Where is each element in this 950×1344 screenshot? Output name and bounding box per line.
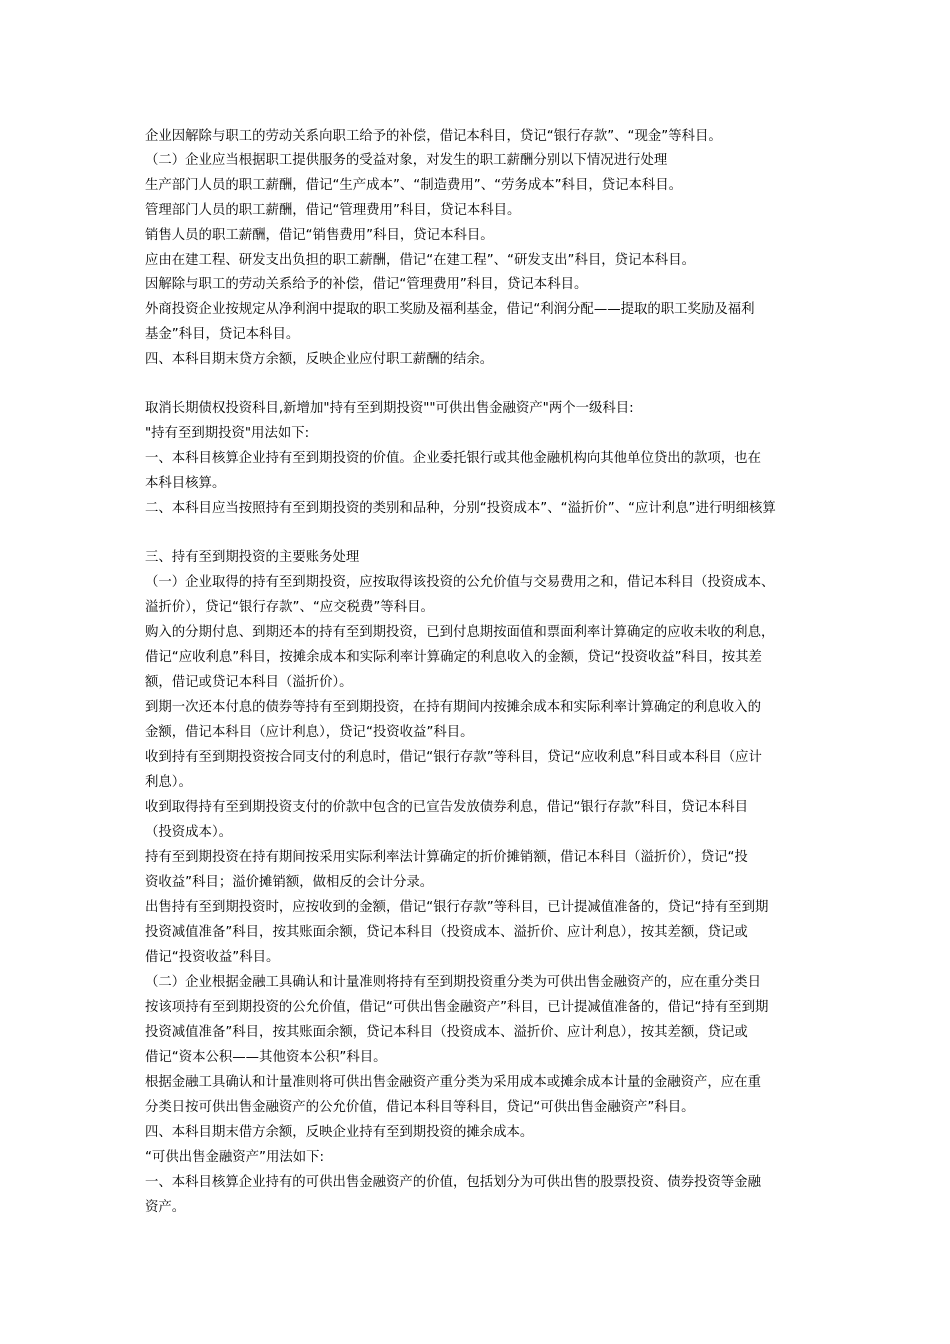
text-line: 持有至到期投资在持有期间按采用实际利率法计算确定的折价摊销额，借记本科目（溢折价），贷记“投 [145,850,748,865]
text-line: 一、本科目核算企业持有至到期投资的价值。企业委托银行或其他金融机构向其他单位贷出的款项，也在 [145,451,761,466]
text-line: 因解除与职工的劳动关系给予的补偿，借记“管理费用”科目，贷记本科目。 [145,277,588,292]
text-line: （二）企业根据金融工具确认和计量准则将持有至到期投资重分类为可供出售金融资产的，应在重分类日 [145,975,761,990]
text-line: 根据金融工具确认和计量准则将可供出售金融资产重分类为采用成本或摊余成本计量的金融资产，应在重 [145,1075,761,1090]
text-line: （一）企业取得的持有至到期投资，应按取得该投资的公允价值与交易费用之和，借记本科目（投资成本、 [145,575,775,590]
text-line: 收到持有至到期投资按合同支付的利息时，借记“银行存款”等科目，贷记“应收利息”科目或本科目（应计 [145,750,762,765]
text-line: “可供出售金融资产”用法如下: [145,1150,325,1165]
text-line: 一、本科目核算企业持有的可供出售金融资产的价值，包括划分为可供出售的股票投资、债券投资等金融 [145,1175,761,1190]
text-line: （二）企业应当根据职工提供服务的受益对象，对发生的职工薪酬分别以下情况进行处理 [145,153,668,168]
text-line: 借记“资本公积——其他资本公积”科目。 [145,1050,387,1065]
text-line: 应由在建工程、研发支出负担的职工薪酬，借记“在建工程”、“研发支出”科目，贷记本科目。 [145,253,695,268]
text-line: 分类日按可供出售金融资产的公允价值，借记本科目等科目，贷记“可供出售金融资产”科目。 [145,1100,695,1115]
text-line: 到期一次还本付息的债券等持有至到期投资，在持有期间内按摊余成本和实际利率计算确定的利息收入的 [145,700,761,715]
text-line: 四、本科目期末借方余额，反映企业持有至到期投资的摊余成本。 [145,1125,534,1140]
text-line: 金额，借记本科目（应计利息），贷记“投资收益”科目。 [145,725,474,740]
text-line: 销售人员的职工薪酬，借记“销售费用”科目，贷记本科目。 [145,228,494,243]
text-line: 出售持有至到期投资时，应按收到的金额，借记“银行存款”等科目，已计提减值准备的，贷记“持有至到期 [145,900,769,915]
text-line: 溢折价），贷记“银行存款”、“应交税费”等科目。 [145,600,434,615]
text-line: 取消长期债权投资科目,新增加"持有至到期投资""可供出售金融资产"两个一级科目: [145,401,634,416]
text-line: 生产部门人员的职工薪酬，借记“生产成本”、“制造费用”、“劳务成本”科目，贷记本科目。 [145,178,683,193]
text-line: 借记“投资收益”科目。 [145,950,280,965]
text-line: 本科目核算。 [145,476,226,491]
text-line: 外商投资企业按规定从净利润中提取的职工奖励及福利基金，借记“利润分配——提取的职工奖励及福利 [145,302,755,317]
text-line: 借记“应收利息”科目，按摊余成本和实际利率计算确定的利息收入的金额，贷记“投资收益”科目，按其差 [145,650,762,665]
text-line: 投资减值准备”科目，按其账面余额，贷记本科目（投资成本、溢折价、应计利息），按其差额，贷记或 [145,1025,748,1040]
text-line: 企业因解除与职工的劳动关系向职工给予的补偿，借记本科目，贷记“银行存款”、“现金”等科目。 [145,129,722,144]
text-line: 三、持有至到期投资的主要账务处理 [145,550,360,565]
text-line: 购入的分期付息、到期还本的持有至到期投资，已到付息期按面值和票面利率计算确定的应收未收的利息， [145,625,775,640]
text-line: 投资减值准备”科目，按其账面余额，贷记本科目（投资成本、溢折价、应计利息），按其差额，贷记或 [145,925,748,940]
text-line: 管理部门人员的职工薪酬，借记“管理费用”科目，贷记本科目。 [145,203,521,218]
text-line: 四、本科目期末贷方余额，反映企业应付职工薪酬的结余。 [145,352,494,367]
text-line: 收到取得持有至到期投资支付的价款中包含的已宣告发放债券利息，借记“银行存款”科目，贷记本科目 [145,800,749,815]
text-line: 利息）。 [145,775,192,790]
text-line: （投资成本）。 [145,825,233,840]
text-line: 额，借记或贷记本科目（溢折价）。 [145,675,353,690]
text-line: 基金”科目，贷记本科目。 [145,327,300,342]
text-line: 资产。 [145,1200,186,1215]
text-line: "持有至到期投资"用法如下: [145,426,310,441]
text-line: 按该项持有至到期投资的公允价值，借记“可供出售金融资产”科目，已计提减值准备的，借记“持有至到期 [145,1000,769,1015]
text-line: 二、本科目应当按照持有至到期投资的类别和品种，分别“投资成本”、“溢折价”、“应计利息”进行明细核算 [145,501,776,516]
text-line: 资收益”科目；溢价摊销额，做相反的会计分录。 [145,875,434,890]
